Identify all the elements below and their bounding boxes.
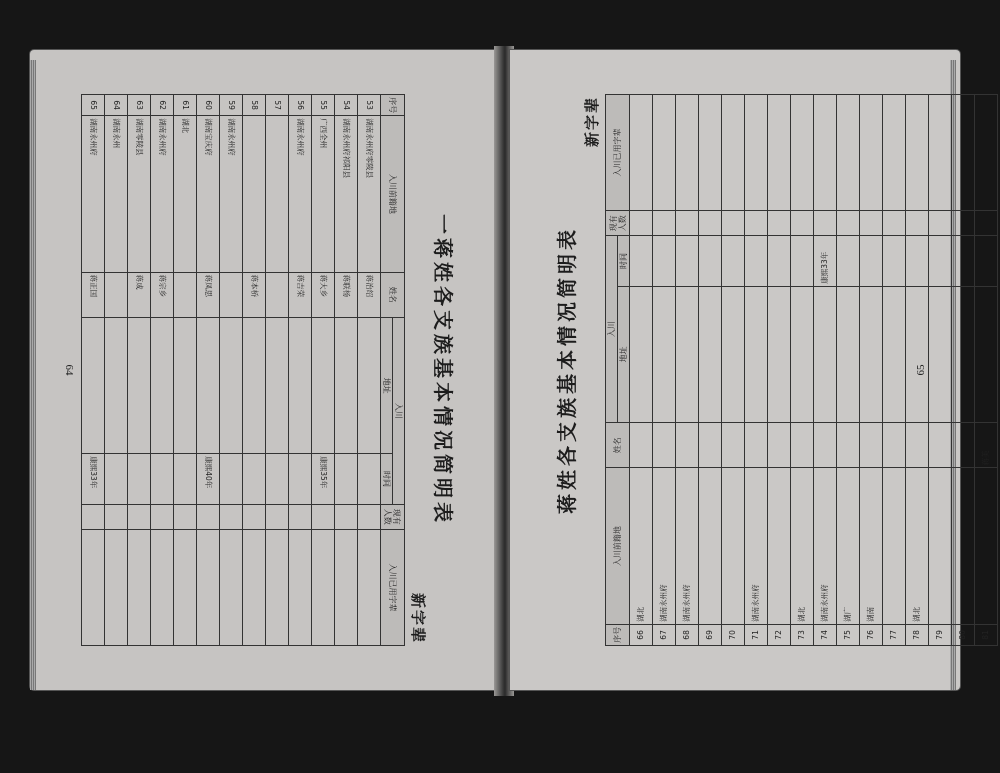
cell-time xyxy=(653,236,676,286)
cell-seq: 61 xyxy=(173,95,196,116)
cell-seq: 58 xyxy=(242,95,265,116)
header-seq: 序号 xyxy=(380,95,404,116)
left-page-number: 64 xyxy=(63,364,75,376)
cell-count xyxy=(883,211,906,236)
cell-time: 康熙33年 xyxy=(814,236,837,286)
cell-count xyxy=(81,504,104,529)
cell-time xyxy=(768,236,791,286)
cell-area xyxy=(265,116,288,272)
cell-count xyxy=(173,504,196,529)
table-row xyxy=(242,95,265,646)
cell-name xyxy=(219,272,242,317)
left-clan-table xyxy=(81,94,405,646)
cell-seq: 71 xyxy=(745,624,768,645)
cell-addr xyxy=(768,286,791,422)
cell-area: 湖南永州府 xyxy=(814,468,837,624)
cell-area: 湖北 xyxy=(791,468,814,624)
cell-time: 康熙35年 xyxy=(311,454,334,504)
cell-gen xyxy=(357,529,380,645)
cell-name: 蒋本桥 xyxy=(242,272,265,317)
header-generation: 入川已用字辈 xyxy=(380,529,404,645)
table-row xyxy=(127,95,150,646)
cell-addr xyxy=(173,318,196,454)
cell-name: 蒋美 xyxy=(975,423,998,468)
cell-addr xyxy=(357,318,380,454)
cell-addr xyxy=(104,318,127,454)
cell-gen xyxy=(699,95,722,211)
cell-addr xyxy=(814,286,837,422)
header-area: 入川前籍地 xyxy=(380,116,404,272)
cell-gen xyxy=(975,95,998,211)
cell-name: 蒋凤思 xyxy=(196,272,219,317)
cell-count xyxy=(334,504,357,529)
cell-name xyxy=(952,423,975,468)
cell-name: 蒋正国 xyxy=(81,272,104,317)
cell-time xyxy=(952,236,975,286)
cell-area: 湖南宝庆府 xyxy=(196,116,219,272)
cell-gen xyxy=(745,95,768,211)
cell-name: 蒋大乡 xyxy=(311,272,334,317)
cell-addr xyxy=(929,286,952,422)
cell-seq: 53 xyxy=(357,95,380,116)
cell-gen xyxy=(676,95,699,211)
cell-gen xyxy=(173,529,196,645)
cell-name xyxy=(837,423,860,468)
cell-name xyxy=(699,423,722,468)
cell-addr xyxy=(837,286,860,422)
cell-gen xyxy=(768,95,791,211)
cell-area: 湖广 xyxy=(837,468,860,624)
header-enter-sichuan: 入川 xyxy=(392,318,404,505)
table-row xyxy=(311,95,334,646)
cell-time xyxy=(219,454,242,504)
right-page-number: 65 xyxy=(915,364,927,376)
cell-count xyxy=(722,211,745,236)
cell-name xyxy=(104,272,127,317)
cell-count xyxy=(150,504,173,529)
cell-seq: 72 xyxy=(768,624,791,645)
left-page-edge xyxy=(30,60,36,690)
cell-seq: 63 xyxy=(127,95,150,116)
cell-area: 湖南 xyxy=(860,468,883,624)
cell-count xyxy=(357,504,380,529)
cell-count xyxy=(791,211,814,236)
cell-time xyxy=(745,236,768,286)
cell-addr xyxy=(242,318,265,454)
cell-name xyxy=(768,423,791,468)
cell-time xyxy=(173,454,196,504)
cell-area: 广西全州 xyxy=(311,116,334,272)
cell-area: 湖南永州府祁阳县 xyxy=(334,116,357,272)
header-addr: 地址 xyxy=(618,286,630,422)
cell-addr xyxy=(219,318,242,454)
cell-area: 湖南零陵县 xyxy=(127,116,150,272)
cell-gen xyxy=(219,529,242,645)
left-page-title: 一蒋姓各支族基本情况简明表 xyxy=(431,214,455,526)
cell-area xyxy=(699,468,722,624)
cell-gen xyxy=(242,529,265,645)
cell-addr xyxy=(150,318,173,454)
table-row xyxy=(357,95,380,646)
cell-addr xyxy=(288,318,311,454)
cell-seq: 65 xyxy=(81,95,104,116)
header-time: 时间 xyxy=(618,236,630,286)
cell-gen xyxy=(791,95,814,211)
table-row xyxy=(196,95,219,646)
table-row xyxy=(81,95,104,646)
table-row xyxy=(837,95,860,646)
cell-gen xyxy=(653,95,676,211)
cell-time xyxy=(265,454,288,504)
header-count: 现有人数 xyxy=(606,211,630,236)
cell-time xyxy=(676,236,699,286)
table-row xyxy=(883,95,906,646)
table-row xyxy=(288,95,311,646)
cell-area: 湖北 xyxy=(630,468,653,624)
cell-gen xyxy=(883,95,906,211)
cell-count xyxy=(860,211,883,236)
cell-gen xyxy=(929,95,952,211)
cell-addr xyxy=(265,318,288,454)
cell-seq: 60 xyxy=(196,95,219,116)
cell-area xyxy=(975,468,998,624)
cell-name xyxy=(265,272,288,317)
cell-name: 蒋治绍 xyxy=(357,272,380,317)
cell-area: 湖南永州府 xyxy=(653,468,676,624)
header-name: 姓名 xyxy=(380,272,404,317)
cell-seq: 80 xyxy=(952,624,975,645)
cell-addr xyxy=(630,286,653,422)
cell-seq: 54 xyxy=(334,95,357,116)
cell-count xyxy=(242,504,265,529)
cell-seq: 66 xyxy=(630,624,653,645)
cell-count xyxy=(288,504,311,529)
table-row xyxy=(676,95,699,646)
cell-time xyxy=(150,454,173,504)
cell-area xyxy=(883,468,906,624)
table-row xyxy=(653,95,676,646)
table-row xyxy=(929,95,952,646)
table-row xyxy=(265,95,288,646)
header-time: 时间 xyxy=(380,454,392,504)
right-sheet xyxy=(545,90,991,650)
cell-time xyxy=(288,454,311,504)
cell-count xyxy=(630,211,653,236)
cell-time xyxy=(334,454,357,504)
left-page xyxy=(30,50,500,690)
header-enter-sichuan: 入川 xyxy=(606,236,618,423)
cell-seq: 81 xyxy=(975,624,998,645)
cell-gen xyxy=(265,529,288,645)
table-row xyxy=(173,95,196,646)
cell-area: 湖南永州府 xyxy=(288,116,311,272)
cell-count xyxy=(929,211,952,236)
cell-area: 湖南永州 xyxy=(104,116,127,272)
left-sheet xyxy=(65,90,465,650)
cell-seq: 56 xyxy=(288,95,311,116)
cell-seq: 57 xyxy=(265,95,288,116)
cell-time: 康熙40年 xyxy=(196,454,219,504)
cell-count xyxy=(311,504,334,529)
table-row xyxy=(722,95,745,646)
cell-time xyxy=(630,236,653,286)
cell-area: 湖南永州府 xyxy=(745,468,768,624)
table-row xyxy=(791,95,814,646)
cell-gen xyxy=(196,529,219,645)
cell-area xyxy=(722,468,745,624)
table-row xyxy=(699,95,722,646)
cell-time xyxy=(127,454,150,504)
cell-gen xyxy=(630,95,653,211)
cell-name xyxy=(860,423,883,468)
cell-seq: 69 xyxy=(699,624,722,645)
cell-seq: 70 xyxy=(722,624,745,645)
cell-gen xyxy=(81,529,104,645)
cell-gen xyxy=(288,529,311,645)
table-row xyxy=(150,95,173,646)
cell-seq: 62 xyxy=(150,95,173,116)
cell-seq: 59 xyxy=(219,95,242,116)
header-addr: 地址 xyxy=(380,318,392,454)
table-row xyxy=(104,95,127,646)
cell-area: 湖南永州府 xyxy=(676,468,699,624)
cell-area: 湖南永州府 xyxy=(219,116,242,272)
cell-addr xyxy=(311,318,334,454)
cell-count xyxy=(104,504,127,529)
cell-seq: 78 xyxy=(906,624,929,645)
cell-seq: 79 xyxy=(929,624,952,645)
open-book xyxy=(26,46,991,696)
cell-time xyxy=(699,236,722,286)
header-count: 现有人数 xyxy=(380,504,404,529)
cell-gen xyxy=(860,95,883,211)
cell-area: 湖北 xyxy=(173,116,196,272)
right-page-title: 蒋姓各支族基本情况简明表 xyxy=(555,226,579,514)
right-page xyxy=(510,50,991,690)
cell-area: 湖南永州府 xyxy=(150,116,173,272)
cell-name xyxy=(722,423,745,468)
cell-addr xyxy=(745,286,768,422)
cell-gen xyxy=(127,529,150,645)
cell-name xyxy=(745,423,768,468)
cell-seq: 77 xyxy=(883,624,906,645)
cell-seq: 74 xyxy=(814,624,837,645)
cell-count xyxy=(676,211,699,236)
cell-count xyxy=(699,211,722,236)
cell-seq: 64 xyxy=(104,95,127,116)
cell-addr xyxy=(699,286,722,422)
cell-name xyxy=(929,423,952,468)
header-area: 入川前籍地 xyxy=(606,468,630,624)
cell-name xyxy=(814,423,837,468)
cell-area xyxy=(242,116,265,272)
cell-count xyxy=(975,211,998,236)
cell-count xyxy=(745,211,768,236)
cell-seq: 75 xyxy=(837,624,860,645)
cell-time xyxy=(975,236,998,286)
cell-time xyxy=(357,454,380,504)
header-generation: 入川已用字辈 xyxy=(606,95,630,211)
cell-name xyxy=(173,272,196,317)
cell-area xyxy=(768,468,791,624)
cell-seq: 76 xyxy=(860,624,883,645)
right-clan-table xyxy=(605,94,998,646)
cell-count xyxy=(952,211,975,236)
cell-seq: 67 xyxy=(653,624,676,645)
cell-addr xyxy=(334,318,357,454)
table-row xyxy=(630,95,653,646)
cell-addr xyxy=(975,286,998,422)
cell-addr xyxy=(653,286,676,422)
table-row xyxy=(975,95,998,646)
table-row xyxy=(768,95,791,646)
cell-addr xyxy=(676,286,699,422)
cell-time xyxy=(791,236,814,286)
cell-gen xyxy=(952,95,975,211)
cell-addr xyxy=(722,286,745,422)
cell-time xyxy=(837,236,860,286)
cell-count xyxy=(127,504,150,529)
cell-addr xyxy=(81,318,104,454)
cell-time xyxy=(860,236,883,286)
cell-addr xyxy=(127,318,150,454)
cell-name xyxy=(653,423,676,468)
cell-time: 康熙33年 xyxy=(81,454,104,504)
cell-count xyxy=(653,211,676,236)
cell-seq: 68 xyxy=(676,624,699,645)
cell-gen xyxy=(334,529,357,645)
cell-name xyxy=(791,423,814,468)
cell-addr xyxy=(883,286,906,422)
table-row xyxy=(814,95,837,646)
table-row xyxy=(952,95,975,646)
header-name: 姓名 xyxy=(606,423,630,468)
cell-name xyxy=(676,423,699,468)
cell-time xyxy=(722,236,745,286)
cell-area: 湖南永州府 xyxy=(81,116,104,272)
cell-addr xyxy=(196,318,219,454)
cell-count xyxy=(814,211,837,236)
cell-count xyxy=(196,504,219,529)
left-generation-stamp: 新字辈 xyxy=(409,592,427,644)
cell-count xyxy=(837,211,860,236)
cell-gen xyxy=(837,95,860,211)
cell-count xyxy=(768,211,791,236)
cell-area xyxy=(929,468,952,624)
cell-count xyxy=(265,504,288,529)
cell-name xyxy=(883,423,906,468)
cell-area: 湖北 xyxy=(906,468,929,624)
cell-name: 蒋联杨 xyxy=(334,272,357,317)
cell-time xyxy=(929,236,952,286)
cell-seq: 73 xyxy=(791,624,814,645)
cell-gen xyxy=(104,529,127,645)
header-seq: 序号 xyxy=(606,624,630,645)
cell-seq: 55 xyxy=(311,95,334,116)
cell-addr xyxy=(791,286,814,422)
cell-gen xyxy=(150,529,173,645)
cell-count xyxy=(219,504,242,529)
cell-name: 蒋成 xyxy=(127,272,150,317)
cell-name xyxy=(630,423,653,468)
cell-time xyxy=(883,236,906,286)
cell-gen xyxy=(722,95,745,211)
cell-name: 蒋吉荣 xyxy=(288,272,311,317)
table-row xyxy=(219,95,242,646)
cell-time xyxy=(104,454,127,504)
table-row xyxy=(860,95,883,646)
cell-addr xyxy=(860,286,883,422)
cell-area: 湖南永州府零陵县 xyxy=(357,116,380,272)
table-row xyxy=(745,95,768,646)
cell-name: 蒋宗乡 xyxy=(150,272,173,317)
cell-time xyxy=(242,454,265,504)
right-generation-stamp: 新字辈 xyxy=(583,96,601,148)
table-row xyxy=(334,95,357,646)
cell-area xyxy=(952,468,975,624)
cell-gen xyxy=(311,529,334,645)
cell-gen xyxy=(814,95,837,211)
cell-addr xyxy=(952,286,975,422)
